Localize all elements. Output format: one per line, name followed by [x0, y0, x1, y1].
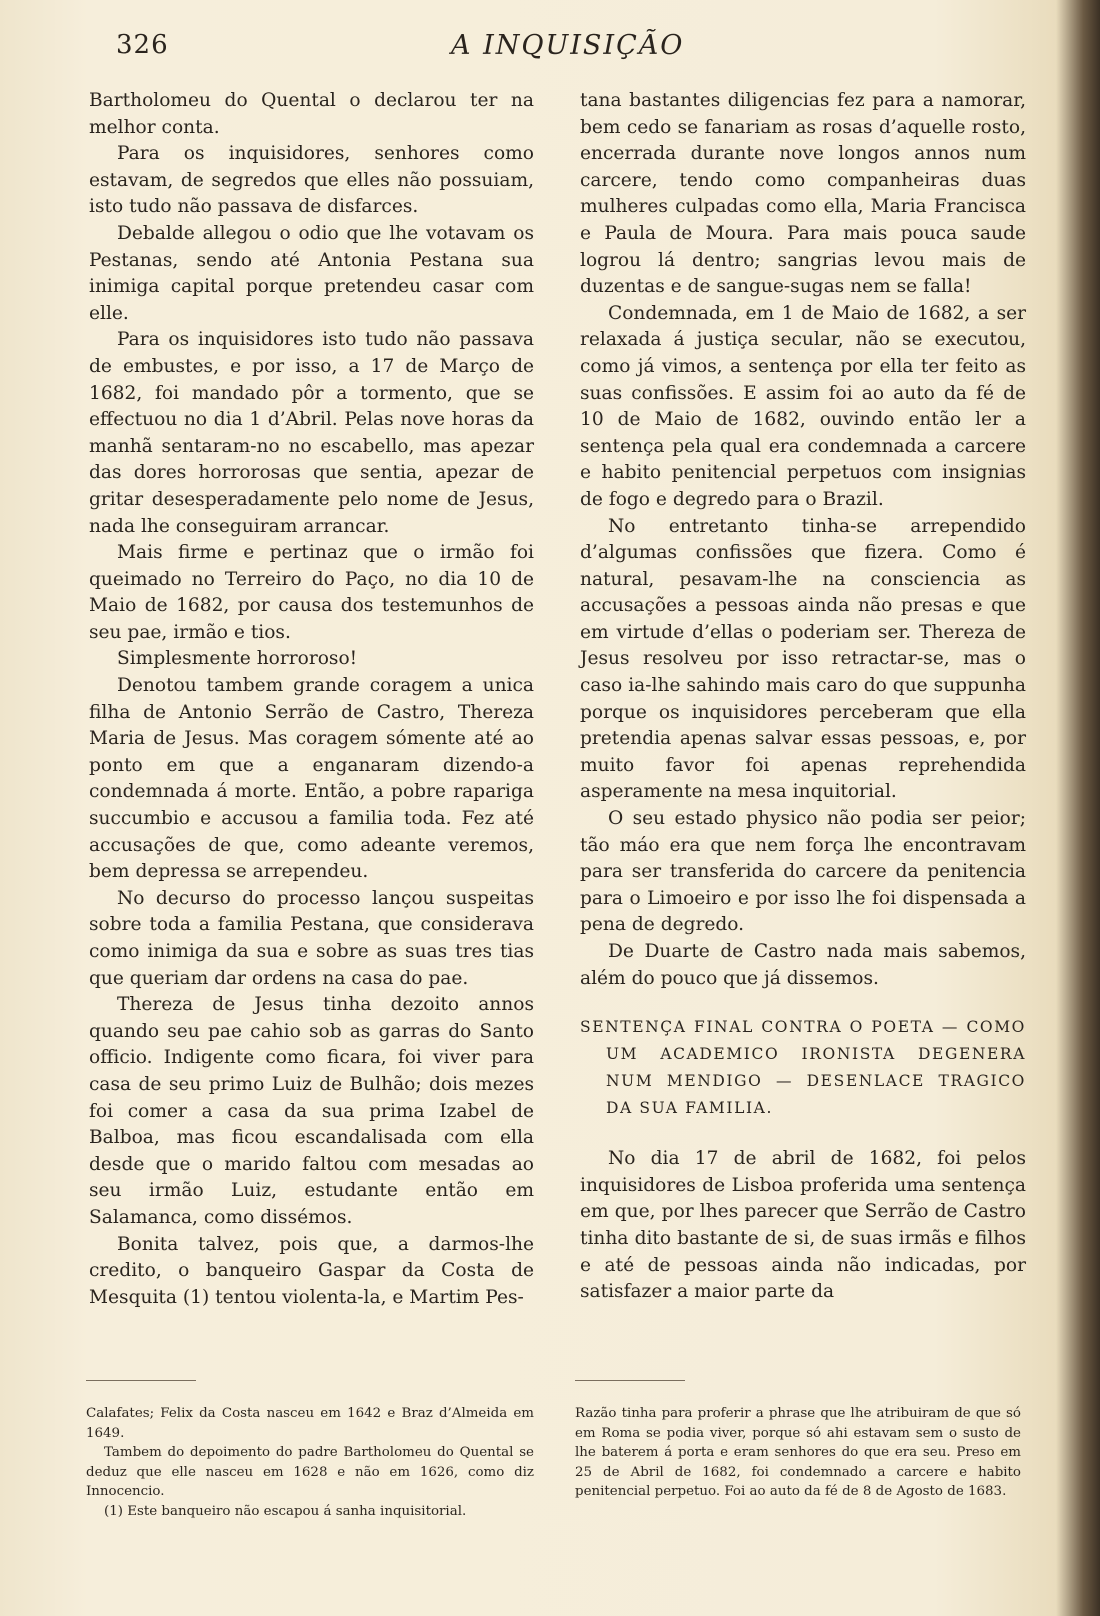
footnote: Razão tinha para proferir a phrase que lhe atribuiram de que só em Roma se podia viver, porque só ahi estavam sem o susto de lhe baterem á porta e eram senhores do que era seu. Preso em 25 de Abril de 1682, foi condemnado a carcere e habito penitencial perpetuo. Foi ao auto da fé de 8 de Agosto de 1683. — [575, 1406, 1021, 1499]
paragraph: Condemnada, em 1 de Maio de 1682, a ser relaxada á justiça secular, não se executou, como já vimos, a sentença por ella ter feito as suas confissões. E assim foi ao auto da fé de 10 de Maio de 1682, ouvindo então ler a sentença pela qual era condemnada a carcere e habito penitencial perpetuos com insignias de fogo e degredo para o Brazil. — [580, 302, 1026, 510]
footnotes-left — [86, 1404, 534, 1521]
footnotes-right — [575, 1404, 1021, 1502]
paragraph: De Duarte de Castro nada mais sabemos, além do pouco que já dissemos. — [580, 941, 1026, 989]
paragraph: Para os inquisidores, senhores como estavam, de segredos que elles não possuiam, isto tudo não passava de disfarces. — [89, 143, 534, 218]
footnote: Tambem do depoimento do padre Bartholomeu do Quental se deduz que elle nasceu em 1628 e não em 1626, como diz Innocencio. — [86, 1445, 534, 1499]
paragraph: Denotou tambem grande coragem a unica filha de Antonio Serrão de Castro, Thereza Maria de Jesus. Mas coragem sómente até ao ponto em que a enganaram dizendo-a condemnada á morte. Então, a pobre rapariga succumbio e accusou a familia toda. Fez até accusações de que, como adeante veremos, bem depressa se arrependeu. — [89, 675, 534, 883]
paragraph: No dia 17 de abril de 1682, foi pelos inquisidores de Lisboa proferida uma sentença em que, por lhes parecer que Serrão de Castro tinha dito bastante de si, de suas irmãs e filhos e até de pessoas ainda não indicadas, por satisfazer a maior parte da — [580, 1148, 1026, 1303]
paragraph: Para os inquisidores isto tudo não passava de embustes, e por isso, a 17 de Março de 1682, foi mandado pôr a tormento, que se effectuou no dia 1 d’Abril. Pelas nove horas da manhã sentaram-no no escabello, mas apezar das dores horrorosas que sentia, apezar de gritar desesperadamente pelo nome de Jesus, nada lhe conseguiram arrancar. — [89, 329, 534, 537]
paragraph: Debalde allegou o odio que lhe votavam os Pestanas, sendo até Antonia Pestana sua inimiga capital porque pretendeu casar com elle. — [89, 222, 534, 324]
right-column — [580, 88, 1026, 1306]
footnote-divider — [86, 1380, 196, 1381]
footnote-divider — [575, 1380, 685, 1381]
footnote: (1) Este banqueiro não escapou á sanha inquisitorial. — [104, 1503, 467, 1519]
page-header — [86, 28, 1061, 68]
paragraph: No entretanto tinha-se arrependido d’algumas confissões que fizera. Como é natural, pesavam-lhe na consciencia as accusações a pessoas ainda não presas e que em virtude d’ellas o poderiam ser. Thereza de Jesus resolveu por isso retractar-se, mas o caso ia-lhe sahindo mais caro do que suppunha porque os inquisidores perceberam que ella pretendia apenas salvar essas pessoas, e, por muito favor foi apenas reprehendida asperamente na mesa inquitorial. — [580, 515, 1026, 803]
running-title: A INQUISIÇÃO — [451, 30, 685, 61]
paragraph: Mais firme e pertinaz que o irmão foi queimado no Terreiro do Paço, no dia 10 de Maio de 1682, por causa dos testemunhos de seu pae, irmão e tios. — [89, 542, 534, 643]
paragraph: tana bastantes diligencias fez para a namorar, bem cedo se fanariam as rosas d’aquelle rosto, encerrada durante nove longos annos num carcere, tendo como companheiras duas mulheres culpadas como ella, Maria Francisca e Paula de Moura. Para mais pouca saude logrou lá dentro; sangrias levou mais de duzentas e de sangue-sugas nem se falla! — [580, 90, 1026, 298]
footnote: Calafates; Felix da Costa nasceu em 1642 e Braz d’Almeida em 1649. — [86, 1406, 534, 1441]
paragraph: O seu estado physico não podia ser peior; tão máo era que nem força lhe encontravam para ser transferida do carcere da penitencia para o Limoeiro e por isso lhe foi dispensada a pena de degredo. — [580, 808, 1026, 936]
paragraph: Thereza de Jesus tinha dezoito annos quando seu pae cahio sob as garras do Santo officio. Indigente como ficara, foi viver para casa de seu primo Luiz de Bulhão; dois mezes foi comer a casa da sua prima Izabel de Balboa, mas ficou escandalisada com ella desde que o marido faltou com mesadas ao seu irmão Luiz, estudante então em Salamanca, como dissémos. — [89, 994, 534, 1228]
paragraph: Simplesmente horroroso! — [117, 648, 358, 670]
left-column — [89, 88, 534, 1311]
paragraph: Bartholomeu do Quental o declarou ter na melhor conta. — [89, 90, 534, 138]
paragraph: No decurso do processo lançou suspeitas sobre toda a familia Pestana, que considerava como inimiga da sua e sobre as suas tres tias que queriam dar ordens na casa do pae. — [89, 887, 534, 989]
paragraph: Bonita talvez, pois que, a darmos-lhe credito, o banqueiro Gaspar da Costa de Mesquita (1) tentou violenta-la, e Martim Pes- — [89, 1233, 534, 1308]
section-heading: SENTENÇA FINAL CONTRA O POETA — COMO UM ACADEMICO IRONISTA DEGENERA NUM MENDIGO — DESENLACE TRAGICO DA SUA FAMILIA. — [580, 1018, 1026, 1118]
page-number: 326 — [116, 30, 169, 60]
